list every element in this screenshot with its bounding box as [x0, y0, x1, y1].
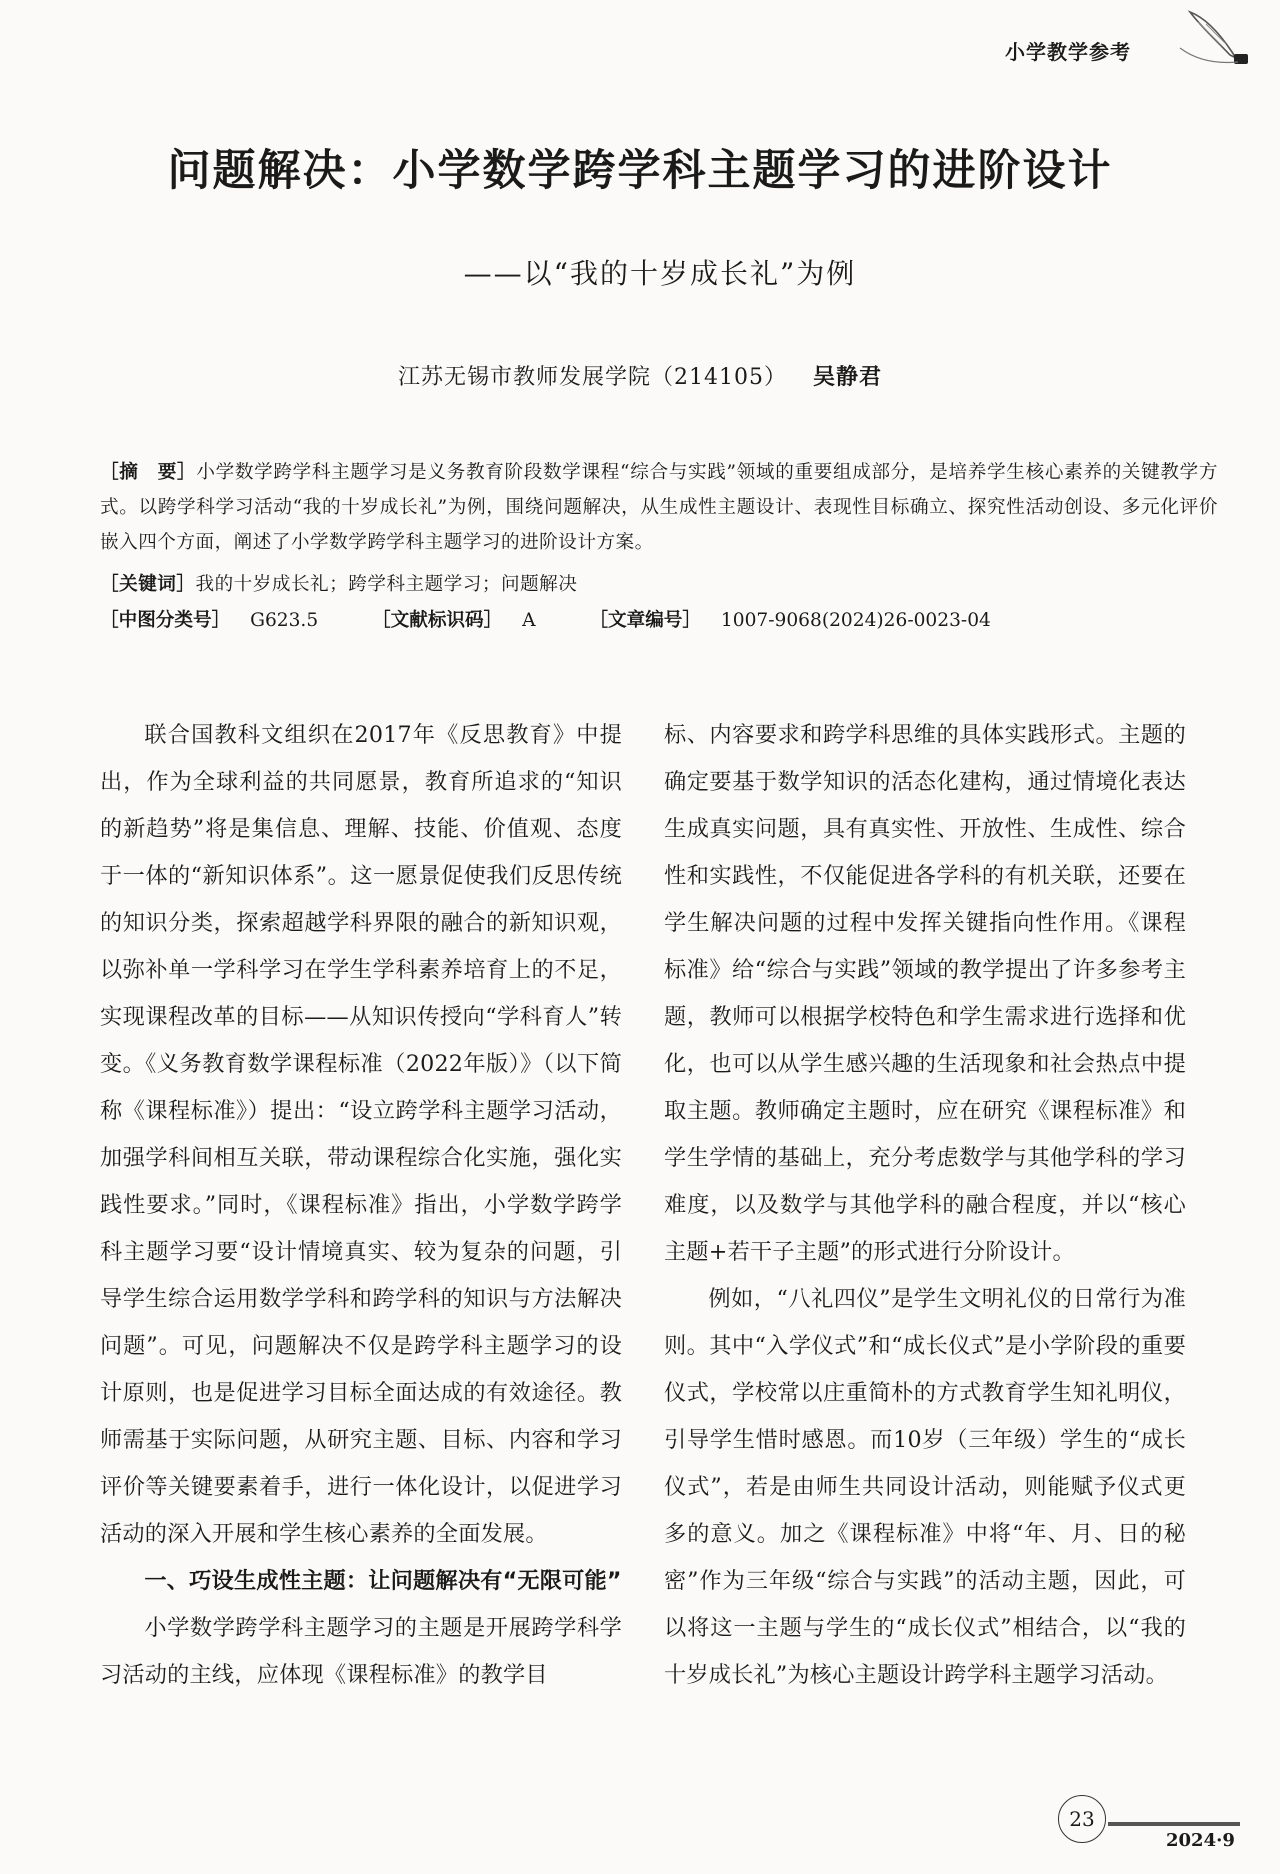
- keywords: [100, 570, 577, 596]
- article-subtitle: ——以“我的十岁成长礼”为例: [463, 257, 857, 290]
- paragraph: 小学数学跨学科主题学习的主题是开展跨学科学习活动的主线，应体现《课程标准》的教学目: [100, 1615, 622, 1688]
- abstract: [100, 455, 1218, 560]
- keywords-label: ［关键词］: [100, 574, 196, 595]
- body-column-left: [100, 712, 622, 1699]
- clc-value: G623.5: [250, 610, 319, 631]
- journal-header: 小学教学参考: [1005, 40, 1131, 64]
- paragraph: 例如，“八礼四仪”是学生文明礼仪的日常行为准则。其中“入学仪式”和“成长仪式”是小学阶段的重要仪式，学校常以庄重简朴的方式教育学生知礼明仪，引导学生惜时感恩。而10岁（三年级）学生的“成长仪式”，若是由师生共同设计活动，则能赋予仪式更多的意义。加之《课程标准》中将“年、月、日的秘密”作为三年级“综合与实践”的活动主题，因此，可以将这一主题与学生的“成长仪式”相结合，以“我的十岁成长礼”为核心主题设计跨学科主题学习活动。: [664, 1286, 1186, 1688]
- author-name: 吴静君: [812, 365, 882, 390]
- abstract-label: ［摘 要］: [100, 462, 197, 483]
- quill-pen-icon: [1176, 8, 1256, 68]
- paragraph: 标、内容要求和跨学科思维的具体实践形式。主题的确定要基于数学知识的活态化建构，通过情境化表达生成真实问题，具有真实性、开放性、生成性、综合性和实践性，不仅能促进各学科的有机关联，还要在学生解决问题的过程中发挥关键指向性作用。《课程标准》给“综合与实践”领域的教学提出了许多参考主题，教师可以根据学校特色和学生需求进行选择和优化，也可以从学生感兴趣的生活现象和社会热点中提取主题。教师确定主题时，应在研究《课程标准》和学生学情的基础上，充分考虑数学与其他学科的学习难度，以及数学与其他学科的融合程度，并以“核心主题+若干子主题”的形式进行分阶设计。: [664, 722, 1186, 1265]
- author-line: [0, 360, 1280, 391]
- keywords-text: 我的十岁成长礼；跨学科主题学习；问题解决: [195, 574, 578, 595]
- article-number-value: 1007-9068(2024)26-0023-04: [720, 610, 991, 631]
- footer-rule: [1108, 1822, 1240, 1826]
- affiliation: 江苏无锡市教师发展学院（214105）: [398, 365, 787, 390]
- page-number: 23: [1058, 1795, 1106, 1843]
- body-column-right: [664, 712, 1186, 1699]
- classification-line: [100, 606, 991, 632]
- issue-date: 2024·9: [1166, 1830, 1235, 1851]
- article-number-label: ［文章编号］: [589, 610, 701, 631]
- doc-code-label: ［文献标识码］: [372, 610, 503, 631]
- article-title: 问题解决：小学数学跨学科主题学习的进阶设计: [167, 146, 1113, 196]
- clc-label: ［中图分类号］: [100, 610, 231, 631]
- abstract-text: 小学数学跨学科主题学习是义务教育阶段数学课程“综合与实践”领域的重要组成部分，是培养学生核心素养的关键教学方式。以跨学科学习活动“我的十岁成长礼”为例，围绕问题解决，从生成性主题设计、表现性目标确立、探究性活动创设、多元化评价嵌入四个方面，阐述了小学数学跨学科主题学习的进阶设计方案。: [100, 462, 1218, 553]
- paragraph: 联合国教科文组织在2017年《反思教育》中提出，作为全球利益的共同愿景，教育所追求的“知识的新趋势”将是集信息、理解、技能、价值观、态度于一体的“新知识体系”。这一愿景促使我们反思传统的知识分类，探索超越学科界限的融合的新知识观，以弥补单一学科学习在学生学科素养培育上的不足，实现课程改革的目标——从知识传授向“学科育人”转变。《义务教育数学课程标准（2022年版）》（以下简称《课程标准》）提出：“设立跨学科主题学习活动，加强学科间相互关联，带动课程综合化实施，强化实践性要求。”同时，《课程标准》指出，小学数学跨学科主题学习要“设计情境真实、较为复杂的问题，引导学生综合运用数学学科和跨学科的知识与方法解决问题”。可见，问题解决不仅是跨学科主题学习的设计原则，也是促进学习目标全面达成的有效途径。教师需基于实际问题，从研究主题、目标、内容和学习评价等关键要素着手，进行一体化设计，以促进学习活动的深入开展和学生核心素养的全面发展。: [100, 722, 622, 1547]
- doc-code-value: A: [522, 610, 536, 631]
- section-heading: 一、巧设生成性主题：让问题解决有“无限可能”: [144, 1568, 622, 1594]
